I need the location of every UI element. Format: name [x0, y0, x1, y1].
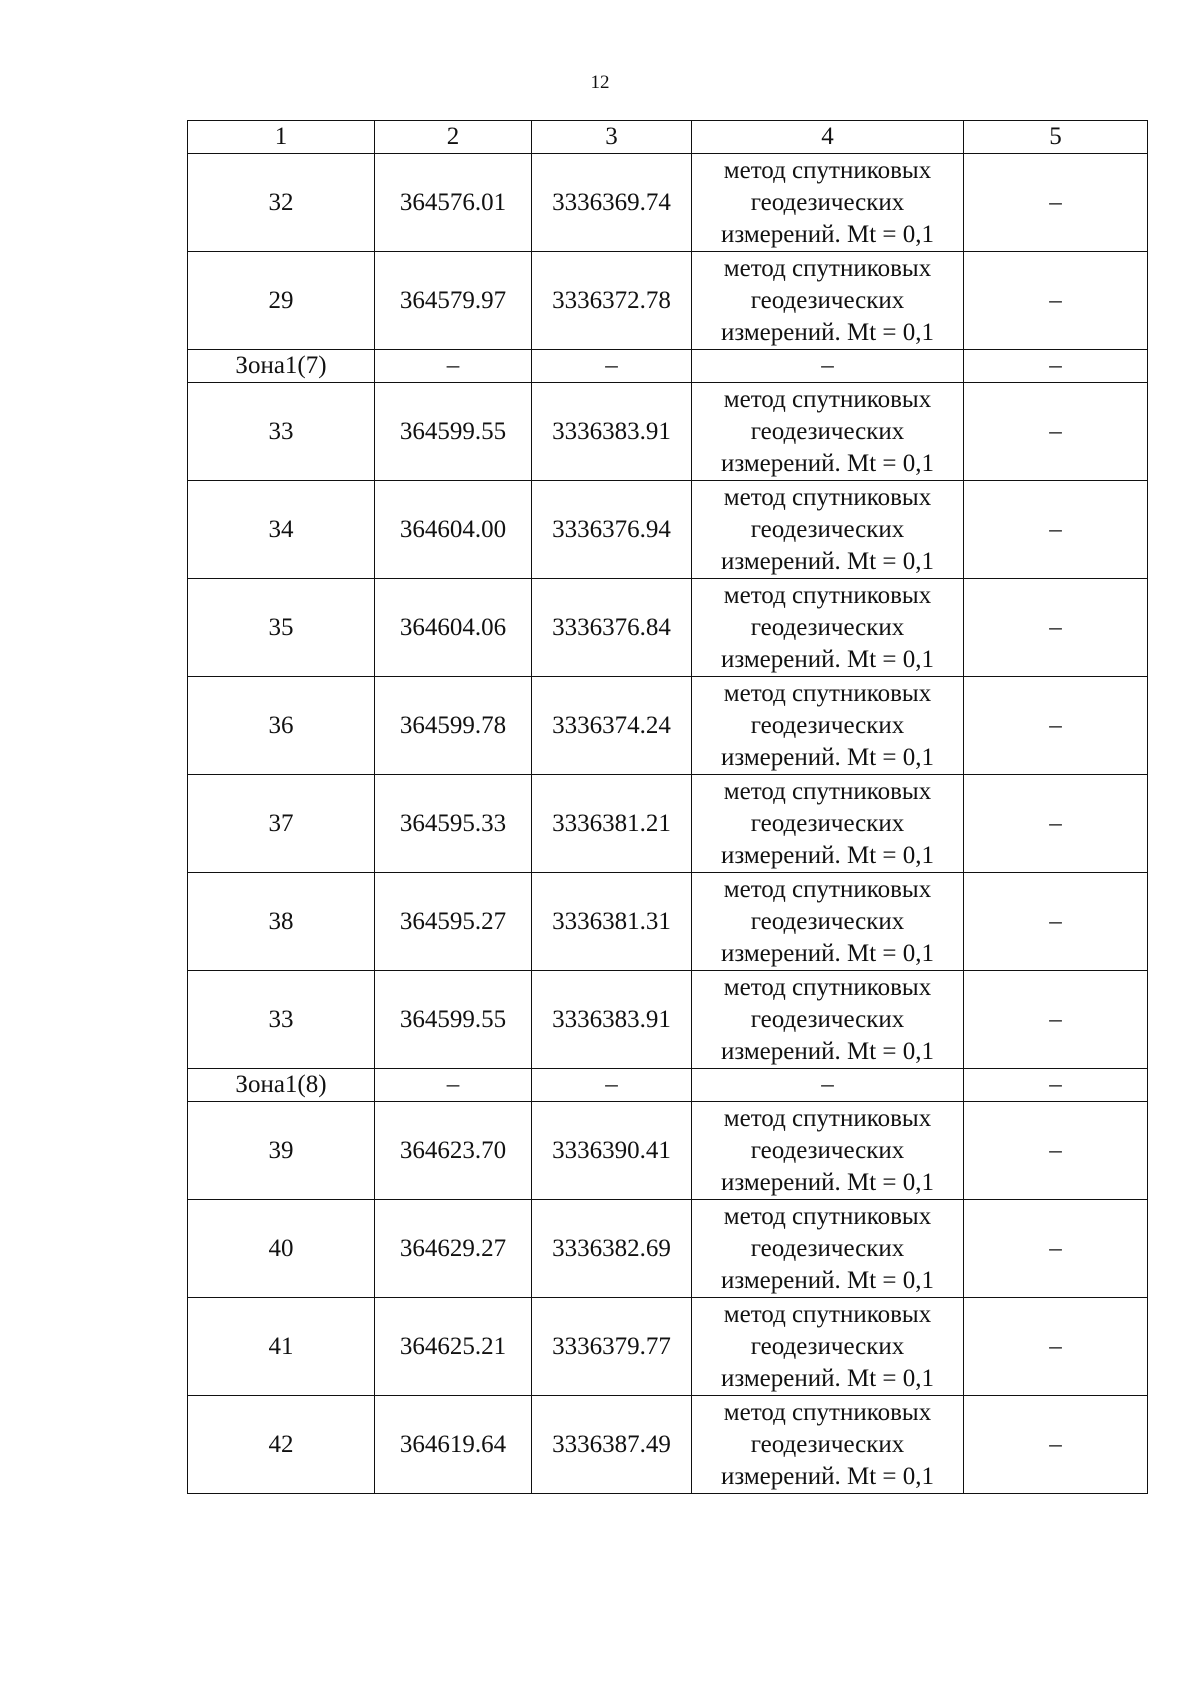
- coordinate-x-cell: –: [375, 1069, 532, 1102]
- accuracy-note-cell: –: [964, 383, 1148, 481]
- accuracy-note-cell: –: [964, 350, 1148, 383]
- method-text-line: измерений. Mt = 0,1: [720, 1037, 935, 1065]
- coordinate-x-cell: 364599.55: [375, 383, 532, 481]
- point-number-cell: 39: [188, 1102, 375, 1200]
- coordinate-x-cell: 364579.97: [375, 252, 532, 350]
- method-text-line: измерений. Mt = 0,1: [720, 318, 935, 346]
- method-cell: [692, 677, 964, 775]
- point-number-cell: 38: [188, 873, 375, 971]
- accuracy-note-cell: –: [964, 1200, 1148, 1298]
- coordinate-y-cell: 3336376.94: [532, 481, 692, 579]
- table-row: [188, 1298, 1148, 1396]
- table-row: [188, 677, 1148, 775]
- method-text-line: геодезических: [750, 711, 905, 739]
- coordinate-y-cell: 3336381.31: [532, 873, 692, 971]
- method-text-line: измерений. Mt = 0,1: [720, 645, 935, 673]
- method-text-line: измерений. Mt = 0,1: [720, 1462, 935, 1490]
- header-col-4: 4: [692, 121, 964, 154]
- header-col-1: 1: [188, 121, 375, 154]
- method-text-line: метод спутниковых: [723, 777, 932, 805]
- method-cell: [692, 481, 964, 579]
- method-text-line: измерений. Mt = 0,1: [720, 220, 935, 248]
- method-cell: [692, 873, 964, 971]
- table-row: [188, 383, 1148, 481]
- table-row: [188, 1200, 1148, 1298]
- method-text-line: измерений. Mt = 0,1: [720, 449, 935, 477]
- method-text-line: метод спутниковых: [723, 581, 932, 609]
- accuracy-note-cell: –: [964, 775, 1148, 873]
- method-text-line: метод спутниковых: [723, 483, 932, 511]
- coordinates-table: [187, 120, 1148, 1494]
- point-number-cell: 40: [188, 1200, 375, 1298]
- zone-row: [188, 1069, 1148, 1102]
- accuracy-note-cell: –: [964, 873, 1148, 971]
- header-col-2: 2: [375, 121, 532, 154]
- table-row: [188, 252, 1148, 350]
- zone-name-cell: Зона1(7): [188, 350, 375, 383]
- accuracy-note-cell: –: [964, 1298, 1148, 1396]
- method-text-line: геодезических: [750, 1136, 905, 1164]
- method-text-line: геодезических: [750, 188, 905, 216]
- method-cell: [692, 1200, 964, 1298]
- point-number-cell: 41: [188, 1298, 375, 1396]
- point-number-cell: 42: [188, 1396, 375, 1494]
- point-number-cell: 35: [188, 579, 375, 677]
- coordinate-y-cell: 3336369.74: [532, 154, 692, 252]
- point-number-cell: 37: [188, 775, 375, 873]
- method-cell: [692, 1102, 964, 1200]
- accuracy-note-cell: –: [964, 1069, 1148, 1102]
- method-text-line: измерений. Mt = 0,1: [720, 547, 935, 575]
- coordinate-x-cell: 364619.64: [375, 1396, 532, 1494]
- method-text-line: геодезических: [750, 1234, 905, 1262]
- point-number-cell: 33: [188, 971, 375, 1069]
- coordinate-x-cell: 364599.78: [375, 677, 532, 775]
- coordinate-y-cell: 3336382.69: [532, 1200, 692, 1298]
- point-number-cell: 33: [188, 383, 375, 481]
- method-cell: [692, 252, 964, 350]
- accuracy-note-cell: –: [964, 1102, 1148, 1200]
- coordinate-y-cell: 3336381.21: [532, 775, 692, 873]
- accuracy-note-cell: –: [964, 1396, 1148, 1494]
- method-text-line: метод спутниковых: [723, 254, 932, 282]
- method-text-line: измерений. Mt = 0,1: [720, 1364, 935, 1392]
- method-text-line: геодезических: [750, 1005, 905, 1033]
- table-row: [188, 1396, 1148, 1494]
- coordinates-table-body: [188, 121, 1148, 1494]
- method-text-line: геодезических: [750, 809, 905, 837]
- coordinate-x-cell: 364595.27: [375, 873, 532, 971]
- coordinate-y-cell: 3336374.24: [532, 677, 692, 775]
- method-cell: [692, 1396, 964, 1494]
- coordinate-x-cell: –: [375, 350, 532, 383]
- table-row: [188, 971, 1148, 1069]
- accuracy-note-cell: –: [964, 971, 1148, 1069]
- method-text-line: измерений. Mt = 0,1: [720, 743, 935, 771]
- method-cell: [692, 1298, 964, 1396]
- zone-row: [188, 350, 1148, 383]
- header-col-3: 3: [532, 121, 692, 154]
- table-row: [188, 154, 1148, 252]
- coordinate-y-cell: –: [532, 1069, 692, 1102]
- method-text-line: метод спутниковых: [723, 1300, 932, 1328]
- method-text-line: измерений. Mt = 0,1: [720, 939, 935, 967]
- coordinate-y-cell: –: [532, 350, 692, 383]
- point-number-cell: 29: [188, 252, 375, 350]
- method-cell: –: [692, 1069, 964, 1102]
- method-text-line: геодезических: [750, 515, 905, 543]
- coordinate-y-cell: 3336379.77: [532, 1298, 692, 1396]
- method-text-line: метод спутниковых: [723, 1104, 932, 1132]
- method-text-line: метод спутниковых: [723, 1398, 932, 1426]
- method-text-line: метод спутниковых: [723, 156, 932, 184]
- method-text-line: метод спутниковых: [723, 973, 932, 1001]
- coordinate-x-cell: 364629.27: [375, 1200, 532, 1298]
- coordinate-y-cell: 3336387.49: [532, 1396, 692, 1494]
- method-cell: –: [692, 350, 964, 383]
- method-text-line: геодезических: [750, 1332, 905, 1360]
- coordinate-y-cell: 3336390.41: [532, 1102, 692, 1200]
- method-text-line: геодезических: [750, 417, 905, 445]
- method-text-line: измерений. Mt = 0,1: [720, 1266, 935, 1294]
- method-text-line: метод спутниковых: [723, 1202, 932, 1230]
- accuracy-note-cell: –: [964, 481, 1148, 579]
- method-text-line: геодезических: [750, 286, 905, 314]
- zone-name-cell: Зона1(8): [188, 1069, 375, 1102]
- method-cell: [692, 383, 964, 481]
- table-row: [188, 481, 1148, 579]
- header-row: [188, 121, 1148, 154]
- method-text-line: измерений. Mt = 0,1: [720, 1168, 935, 1196]
- method-text-line: геодезических: [750, 907, 905, 935]
- point-number-cell: 34: [188, 481, 375, 579]
- coordinate-x-cell: 364604.06: [375, 579, 532, 677]
- accuracy-note-cell: –: [964, 154, 1148, 252]
- point-number-cell: 36: [188, 677, 375, 775]
- coordinate-y-cell: 3336383.91: [532, 383, 692, 481]
- coordinate-y-cell: 3336372.78: [532, 252, 692, 350]
- table-row: [188, 873, 1148, 971]
- method-text-line: метод спутниковых: [723, 875, 932, 903]
- coordinate-x-cell: 364625.21: [375, 1298, 532, 1396]
- coordinate-x-cell: 364576.01: [375, 154, 532, 252]
- coordinate-x-cell: 364604.00: [375, 481, 532, 579]
- method-cell: [692, 775, 964, 873]
- page-number: 12: [590, 72, 610, 93]
- method-text-line: геодезических: [750, 613, 905, 641]
- method-cell: [692, 971, 964, 1069]
- accuracy-note-cell: –: [964, 677, 1148, 775]
- table-row: [188, 579, 1148, 677]
- method-text-line: метод спутниковых: [723, 679, 932, 707]
- table-row: [188, 775, 1148, 873]
- coordinate-y-cell: 3336383.91: [532, 971, 692, 1069]
- method-text-line: метод спутниковых: [723, 385, 932, 413]
- method-text-line: геодезических: [750, 1430, 905, 1458]
- method-text-line: измерений. Mt = 0,1: [720, 841, 935, 869]
- point-number-cell: 32: [188, 154, 375, 252]
- coordinate-x-cell: 364623.70: [375, 1102, 532, 1200]
- accuracy-note-cell: –: [964, 579, 1148, 677]
- coordinate-x-cell: 364595.33: [375, 775, 532, 873]
- accuracy-note-cell: –: [964, 252, 1148, 350]
- coordinate-y-cell: 3336376.84: [532, 579, 692, 677]
- header-col-5: 5: [964, 121, 1148, 154]
- coordinate-x-cell: 364599.55: [375, 971, 532, 1069]
- table-row: [188, 1102, 1148, 1200]
- method-cell: [692, 154, 964, 252]
- method-cell: [692, 579, 964, 677]
